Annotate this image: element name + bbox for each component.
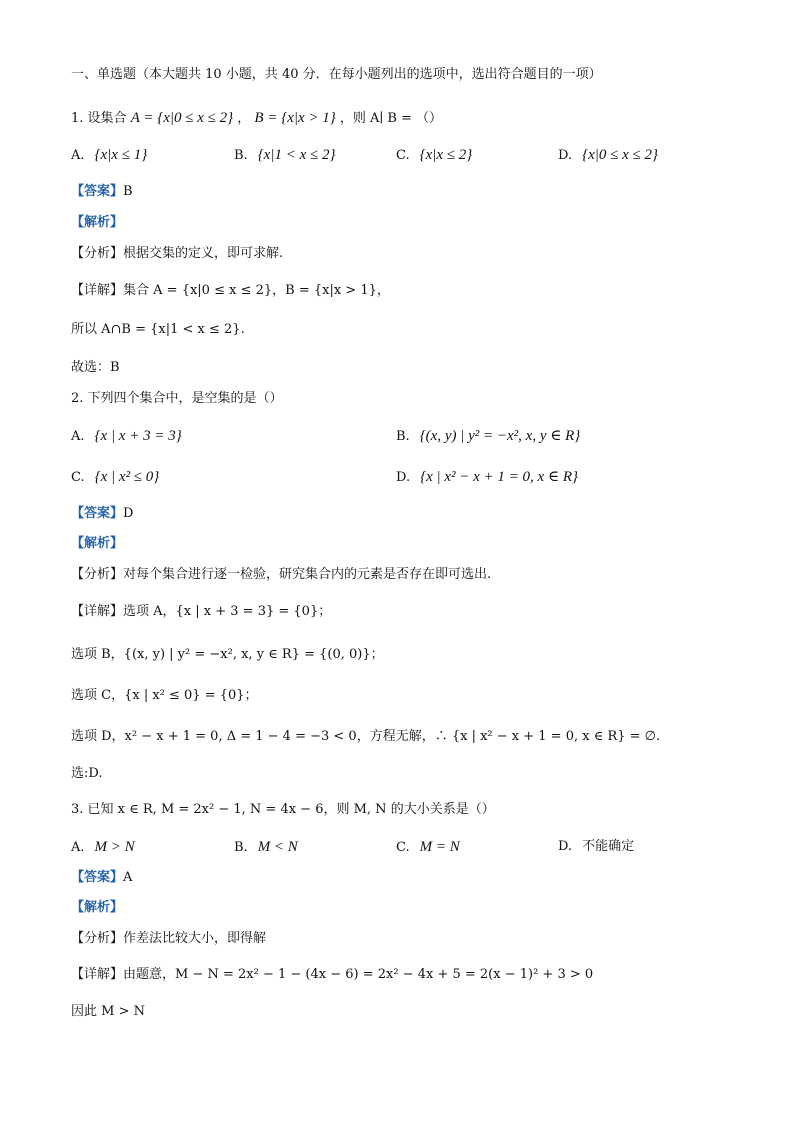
detail-text: 选项 A，{x | x + 3 = 3} = {0}；	[123, 604, 332, 619]
q2-line-1: 选项 B，{(x, y) | y² = −x², x, y ∈ R} = {(0, 0)}；	[71, 647, 384, 662]
option-content: {x|x ≤ 1}	[94, 147, 148, 163]
option-label: A.	[71, 840, 85, 855]
option-label: D.	[558, 839, 573, 854]
q3-option-d	[558, 838, 634, 856]
q3-option-a	[71, 838, 135, 857]
q1-option-d	[558, 146, 658, 165]
answer-value: D	[123, 506, 134, 521]
option-content: {(x, y) | y² = −x², x, y ∈ R}	[419, 428, 581, 444]
option-content: {x|1 < x ≤ 2}	[257, 147, 336, 163]
option-content: {x|x ≤ 2}	[419, 147, 473, 163]
fenxi-text: 对每个集合进行逐一检验，研究集合内的元素是否存在即可选出.	[123, 567, 492, 582]
q2-line-2: 选项 C，{x | x² ≤ 0} = {0}；	[71, 688, 258, 703]
fenxi-text: 根据交集的定义，即可求解.	[123, 246, 284, 261]
option-content: M < N	[257, 839, 298, 855]
q1-line-2: 故选：B	[71, 360, 120, 375]
option-content: {x | x + 3 = 3}	[94, 428, 182, 444]
q2-option-b	[396, 427, 580, 446]
q2-line-3: 选项 D，x² − x + 1 = 0, Δ = 1 − 4 = −3 < 0，方程无解，∴ {x | x² − x + 1 = 0, x ∈ R} = ∅.	[71, 729, 661, 744]
option-label: D.	[396, 470, 411, 485]
q1-option-c	[396, 146, 472, 165]
q2-option-d	[396, 468, 578, 487]
detail-text: 由题意，M − N = 2x² − 1 − (4x − 6) = 2x² − 4x + 5 = 2(x − 1)² + 3 > 0	[123, 967, 594, 982]
answer-tag: 【答案】	[71, 184, 124, 199]
q3-detail	[71, 966, 593, 984]
analysis-tag: 【解析】	[71, 536, 124, 551]
option-content: 不能确定	[582, 839, 635, 854]
analysis-tag: 【解析】	[71, 900, 124, 915]
detail-tag: 【详解】	[71, 967, 124, 982]
option-label: B.	[234, 840, 248, 855]
q3-option-b	[234, 838, 298, 857]
q1-stem-prefix: 1. 设集合	[71, 111, 127, 126]
answer-tag: 【答案】	[71, 870, 124, 885]
q1-set-b: B = {x|x > 1}	[254, 110, 336, 126]
q1-analysis-heading	[71, 214, 123, 232]
answer-value: B	[123, 184, 133, 199]
q2-option-c	[71, 468, 159, 487]
option-label: B.	[396, 429, 410, 444]
question-1-stem	[71, 109, 442, 128]
option-label: D.	[558, 148, 573, 163]
q3-option-c	[396, 838, 460, 857]
option-label: A.	[71, 148, 85, 163]
q3-fenxi	[71, 930, 266, 948]
option-label: C.	[396, 148, 410, 163]
q2-line-4: 选:D.	[71, 766, 103, 781]
option-label: C.	[396, 840, 410, 855]
option-label: A.	[71, 429, 85, 444]
detail-tag: 【详解】	[71, 283, 124, 298]
option-content: M = N	[419, 839, 460, 855]
section-title: 一、单选题（本大题共 10 小题，共 40 分．在每小题列出的选项中，选出符合题目的一项）	[71, 67, 602, 82]
fenxi-tag: 【分析】	[71, 246, 124, 261]
option-label: C.	[71, 470, 85, 485]
q1-set-a: A = {x|0 ≤ x ≤ 2}	[130, 110, 234, 126]
q2-analysis-heading	[71, 535, 123, 553]
q1-option-a	[71, 146, 147, 165]
q2-option-a	[71, 427, 182, 446]
option-content: {x|0 ≤ x ≤ 2}	[582, 147, 658, 163]
detail-text: 集合 A = {x|0 ≤ x ≤ 2}，B = {x|x > 1}，	[123, 283, 390, 298]
q1-detail	[71, 282, 390, 300]
q1-line-1: 所以 A∩B = {x|1 < x ≤ 2}.	[71, 322, 245, 337]
answer-value: A	[123, 870, 133, 885]
q2-fenxi	[71, 566, 491, 584]
q1-option-b	[234, 146, 335, 165]
fenxi-tag: 【分析】	[71, 931, 124, 946]
q3-answer	[71, 869, 132, 887]
option-label: B.	[234, 148, 248, 163]
q1-stem-sep: ，	[237, 111, 251, 126]
q3-analysis-heading	[71, 899, 123, 917]
detail-tag: 【详解】	[71, 604, 124, 619]
analysis-tag: 【解析】	[71, 215, 124, 230]
q1-answer	[71, 183, 133, 201]
option-content: M > N	[94, 839, 135, 855]
fenxi-text: 作差法比较大小，即得解	[123, 931, 267, 946]
question-3-stem: 3. 已知 x ∈ R, M = 2x² − 1, N = 4x − 6，则 M, N 的大小关系是（）	[71, 802, 495, 817]
q1-fenxi	[71, 245, 283, 263]
option-content: {x | x² − x + 1 = 0, x ∈ R}	[420, 469, 578, 485]
fenxi-tag: 【分析】	[71, 567, 124, 582]
q1-stem-suffix: ，则 A∣ B = （）	[339, 111, 443, 126]
answer-tag: 【答案】	[71, 506, 124, 521]
q2-answer	[71, 505, 133, 523]
q2-detail	[71, 603, 331, 621]
q3-line-1: 因此 M > N	[71, 1004, 145, 1019]
option-content: {x | x² ≤ 0}	[94, 469, 160, 485]
question-2-stem: 2. 下列四个集合中，是空集的是（）	[71, 391, 283, 406]
